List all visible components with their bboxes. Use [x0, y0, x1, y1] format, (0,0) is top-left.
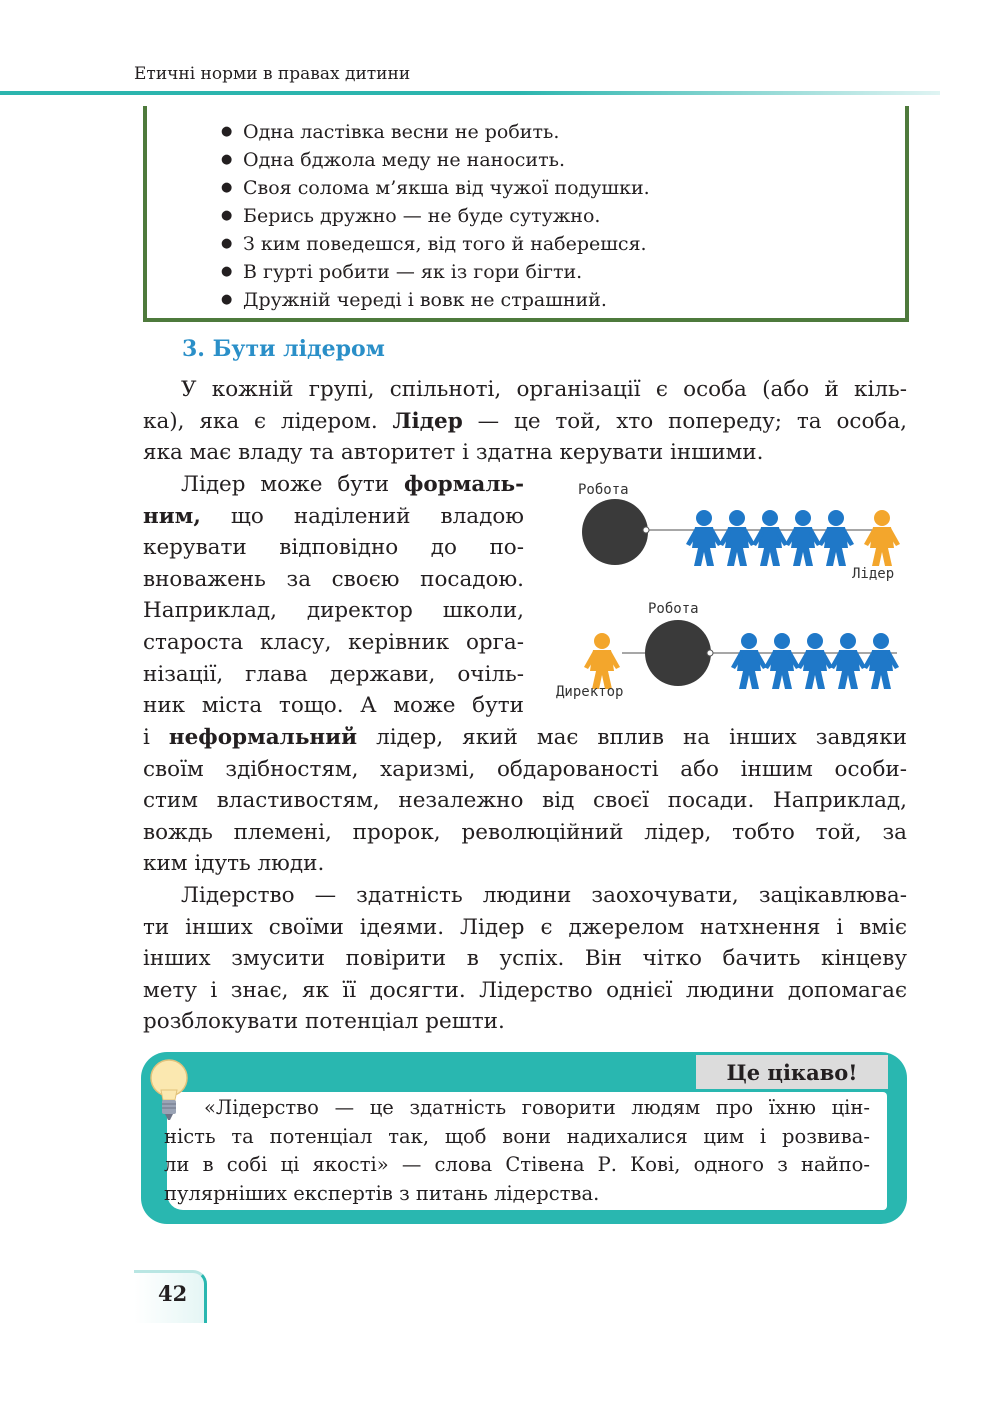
text-run: що наділений владою	[200, 503, 524, 529]
work-ball-top	[582, 499, 648, 565]
team-member-icon	[818, 510, 854, 566]
text-line: мету і знає, як її досягти. Лідерство однієї людини допомагає	[143, 977, 907, 1003]
header-rule	[0, 91, 940, 95]
running-head: Етичні норми в правах дитини	[134, 64, 411, 84]
team-bottom	[731, 633, 899, 689]
text-line: ник міста тощо. А може бути	[143, 693, 524, 719]
text-line: ність та потенціал так, щоб вони надихалися цим і розвива-	[164, 1124, 870, 1148]
team-member-icon	[752, 510, 788, 566]
work-ball-bottom	[645, 620, 711, 686]
text-line: Лідерство — здатність людини заохочувати, зацікавлюва-	[181, 883, 907, 908]
proverbs-list	[221, 118, 650, 314]
text-run: — це той, хто попереду; та особа,	[462, 408, 907, 434]
text-line: ти інших своїми ідеями. Лідер є джерелом натхнення і вміє	[143, 914, 907, 940]
text-line	[143, 501, 524, 533]
text-line	[143, 406, 907, 438]
director-icon	[584, 633, 620, 689]
text-run: і	[143, 725, 169, 750]
text-line: староста класу, керівник орга-	[143, 629, 524, 655]
text-run: Лідер може бути	[181, 472, 404, 497]
text-line: У кожній групі, спільноті, організації є особа (або й кіль-	[181, 377, 907, 402]
ball-hook-bottom	[707, 650, 713, 656]
team-member-icon	[764, 633, 800, 689]
paragraph-leadership	[143, 880, 907, 1038]
text-run: лідер, який має вплив на інших завдяки	[357, 725, 907, 750]
text-line: керувати відповідно до по-	[143, 535, 524, 561]
proverb-item: ● Одна ластівка весни не робить.	[221, 118, 650, 146]
text-line: пулярніших експертів з питань лідерства.	[164, 1181, 600, 1205]
ball-hook-top	[643, 527, 649, 533]
paragraph-informal-leader	[143, 722, 907, 880]
leader-icon	[864, 510, 900, 566]
interesting-fact-tab: Це цікаво!	[696, 1055, 888, 1089]
label-work-top: Робота	[578, 482, 629, 498]
text-line: своїм здібностям, харизмі, обдарованості або іншим особи-	[143, 756, 907, 782]
team-top	[686, 510, 854, 566]
page-number: 42	[158, 1281, 188, 1306]
text-run: ка), яка є лідером.	[143, 408, 393, 434]
team-member-icon	[785, 510, 821, 566]
text-line: вноважень за своєю посадою.	[143, 566, 524, 592]
text-line: розблокувати потенціал решти.	[143, 1009, 505, 1035]
interesting-fact-text	[164, 1094, 870, 1208]
text-line: «Лідерство — це здатність говорити людям про їхню цін-	[204, 1096, 870, 1119]
term-formal: формаль-	[403, 472, 524, 497]
proverb-item: ● Берись дружно — не буде сутужно.	[221, 202, 650, 230]
text-line: яка має владу та авторитет і здатна керувати іншими.	[143, 440, 764, 466]
team-member-icon	[797, 633, 833, 689]
illustration-drawing	[552, 478, 912, 706]
proverb-item: ● Одна бджола меду не наносить.	[221, 146, 650, 174]
paragraph-leader-definition	[143, 374, 907, 469]
term-leader: Лідер	[392, 408, 463, 434]
team-member-icon	[830, 633, 866, 689]
team-member-icon	[731, 633, 767, 689]
label-director: Директор	[556, 684, 624, 700]
section-heading: 3. Бути лідером	[182, 336, 385, 362]
text-line: ким ідуть люди.	[143, 851, 325, 877]
team-member-icon	[719, 510, 755, 566]
label-work-bottom: Робота	[648, 601, 699, 617]
proverb-item: ● В гурті робити — як із гори бігти.	[221, 258, 650, 286]
text-line: стим властивостям, незалежно від своєї посади. Наприклад,	[143, 788, 907, 814]
label-leader: Лідер	[852, 566, 895, 582]
team-member-icon	[863, 633, 899, 689]
text-line: ли в собі ці якості» — слова Стівена Р. Кові, одного з найпо-	[164, 1153, 870, 1176]
text-line: вождь племені, пророк, революційний лідер, тобто той, за	[143, 819, 907, 845]
proverbs-box	[143, 106, 909, 322]
term-informal: неформальний	[168, 725, 358, 750]
text-line: Наприклад, директор школи,	[143, 598, 524, 624]
proverb-item: ● З ким поведешся, від того й наберешся.	[221, 230, 650, 258]
paragraph-formal-leader	[143, 469, 524, 722]
team-member-icon	[686, 510, 722, 566]
text-line: нізації, глава держави, очіль-	[143, 661, 524, 687]
proverb-item: ● Своя солома м’якша від чужої подушки.	[221, 174, 650, 202]
text-line: інших змусити повірити в успіх. Він чітко бачить кінцеву	[143, 946, 907, 972]
text-line	[143, 469, 524, 501]
proverb-item: ● Дружній череді і вовк не страшний.	[221, 286, 650, 314]
leader-director-illustration	[552, 478, 912, 706]
term-formal-end: ним,	[143, 503, 201, 529]
text-line	[143, 722, 907, 754]
